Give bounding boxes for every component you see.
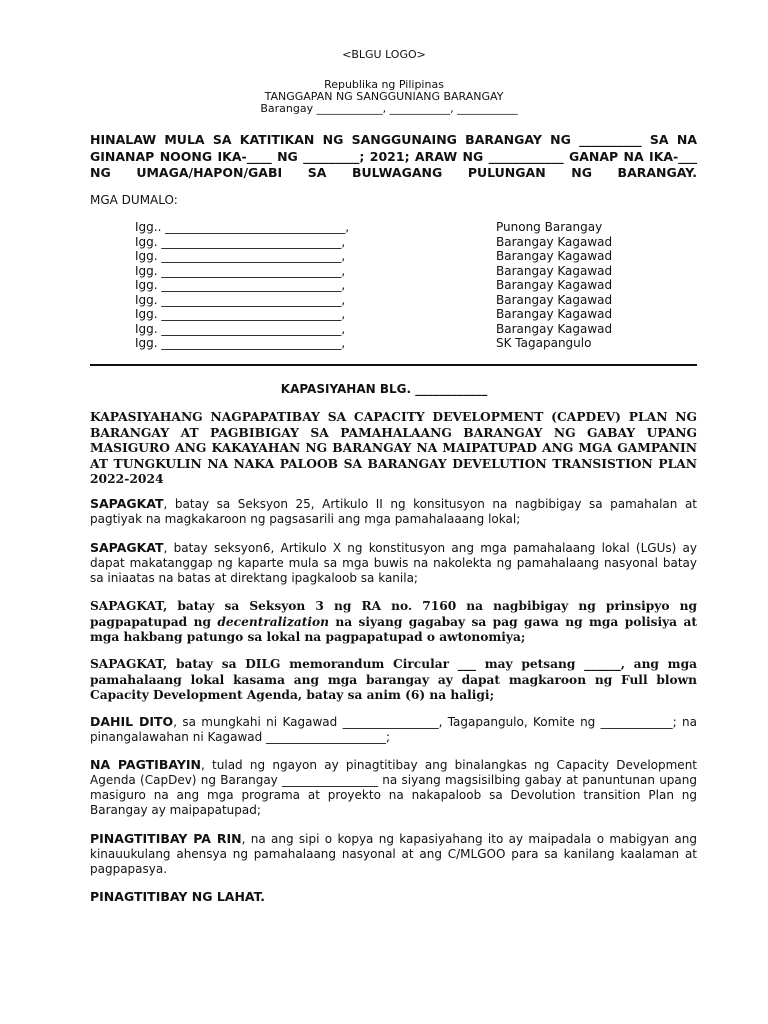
attendee-row — [135, 264, 635, 278]
attendee-name: Igg. ______________________________, — [135, 263, 346, 278]
attendee-role: Barangay Kagawad — [496, 263, 613, 278]
clause-text: , batay sa DILG memorandum Circular ___ may petsang ______, ang mga pamahalaang lokal kasama ang mga barangay ay dapat magkaroon ng Full blown Capacity Development Agenda, batay sa anim (6) na haligi; — [90, 657, 697, 702]
clause-label: PINAGTITIBAY PA RIN — [90, 831, 242, 846]
resolution-title: KAPASIYAHANG NAGPAPATIBAY SA CAPACITY DEVELOPMENT (CAPDEV) PLAN NG BARANGAY AT PAGBIBIGAY SA PAMAHALAANG BARANGAY NG GABAY UPANG MASIGURO ANG KAKAYAHAN NG BARANGAY NA MAIPATUPAD ANG MGA GAMPANIN AT TUNGKULIN NA NAKA PALOOB SA BARANGAY DEVELUTION TRANSISTION PLAN 2022-2024 — [90, 409, 697, 486]
attendee-row — [135, 336, 635, 350]
attendee-name: Igg. ______________________________, — [135, 307, 346, 321]
clause-label: SAPAGKAT — [90, 599, 164, 613]
clause-label: SAPAGKAT — [90, 657, 164, 671]
attendee-role: Barangay Kagawad — [496, 234, 613, 249]
attendee-row — [135, 322, 635, 336]
republic-line: Republika ng Pilipinas — [324, 78, 444, 91]
attendee-role: Barangay Kagawad — [496, 307, 613, 321]
attendee-row — [135, 249, 635, 263]
attendee-role: Barangay Kagawad — [496, 278, 613, 292]
attendee-name: Igg. ______________________________, — [135, 234, 346, 249]
attendee-name: Igg. ______________________________, — [135, 278, 346, 292]
attendee-name: Igg. ______________________________, — [135, 292, 346, 307]
attendee-name: Igg.. ______________________________, — [135, 220, 350, 234]
resolved-further-clause — [90, 831, 697, 877]
blgu-logo-placeholder: <BLGU LOGO> — [342, 48, 426, 61]
whereas-clause-2 — [90, 540, 697, 586]
clause-text: , na ang sipi o kopya ng kapasiyahang ito ay maipadala o mabigyan ang kinauukulang ahensya ng pamahalaang nasyonal at ang C/MLGOO para sa kanilang kaalaman at pagpapasya. — [90, 832, 697, 876]
attendee-row — [135, 278, 635, 292]
attendee-row — [135, 307, 635, 321]
resolution-number: KAPASIYAHAN BLG. ____________ — [280, 382, 488, 396]
clause-text: , batay sa Seksyon 25, Artikulo II ng konsitusyon na nagbibigay sa pamahalan at pagtiyak na magkakaroon ng pagsasarili ang mga pamahalaaang lokal; — [90, 497, 697, 526]
clause-text: , batay sa Seksyon 3 ng RA no. 7160 na nagbibigay ng prinsipyo ng pagpapatupad ng — [90, 599, 697, 629]
attendee-row — [135, 220, 635, 234]
clause-label: SAPAGKAT — [90, 540, 164, 555]
clause-label: NA PAGTIBAYIN — [90, 757, 201, 772]
therefore-clause — [90, 714, 697, 745]
clause-text: , sa mungkahi ni Kagawad ________________, Tagapangulo, Komite ng ____________; na pinangalawahan ni Kagawad ____________________; — [90, 715, 697, 744]
whereas-clause-3 — [90, 599, 697, 646]
whereas-clause-4 — [90, 657, 697, 704]
attendee-role: Punong Barangay — [496, 220, 603, 234]
attendee-role: Barangay Kagawad — [496, 249, 613, 263]
barangay-line: Barangay ____________, ___________, ___________ — [260, 102, 518, 115]
section-divider — [90, 364, 697, 366]
clause-label: SAPAGKAT — [90, 496, 164, 511]
resolved-clause — [90, 757, 697, 818]
attendee-role: Barangay Kagawad — [496, 292, 613, 307]
whereas-clause-1 — [90, 496, 697, 527]
attendee-role: Barangay Kagawad — [496, 321, 613, 336]
closing-statement: PINAGTITIBAY NG LAHAT. — [90, 889, 266, 904]
attendee-role: SK Tagapangulo — [496, 336, 592, 350]
title-paragraph: HINALAW MULA SA KATITIKAN NG SANGGUNAING BARANGAY NG __________ SA NA GINANAP NOONG IKA-____ NG _________; 2021; ARAW NG ____________ GANAP NA IKA-___ NG UMAGA/HAPON/GABI SA BULWAGANG PULUNGAN NG BARANGAY. — [90, 132, 697, 180]
clause-text: , batay seksyon6, Artikulo X ng konstitusyon ang mga pamahalaang lokal (LGUs) ay dapat makatanggap ng kaparte mula sa mga buwis na nakolekta ng pamahalaang nasyonal batay sa iniaatas na batas at direktang ipagkaloob sa kanila; — [90, 541, 697, 585]
attendee-row — [135, 293, 635, 307]
clause-label: DAHIL DITO — [90, 714, 174, 729]
office-line: TANGGAPAN NG SANGGUNIANG BARANGAY — [264, 90, 504, 103]
attendee-name: Igg. ______________________________, — [135, 249, 346, 263]
clause-text: na siyang gagabay sa pag gawa ng mga polisiya at mga hakbang patungo sa lokal na pagpapatupad o awtonomiya; — [90, 614, 697, 644]
attendee-row — [135, 235, 635, 249]
clause-text: , tulad ng ngayon ay pinagtitibay ang binalangkas ng Capacity Development Agenda (CapDev) ng Barangay ________________ na siyang magsisilbing gabay at panuntunan upang masiguro na ang mga programa at proyekto na nakapaloob sa Devolution transition Plan ng Barangay ay maipapatupad; — [90, 758, 698, 817]
attendee-name: Igg. ______________________________, — [135, 321, 346, 336]
clause-emphasis: decentralization — [217, 614, 329, 629]
attendee-name: Igg. ______________________________, — [135, 336, 346, 350]
attendees-heading: MGA DUMALO: — [90, 193, 178, 207]
